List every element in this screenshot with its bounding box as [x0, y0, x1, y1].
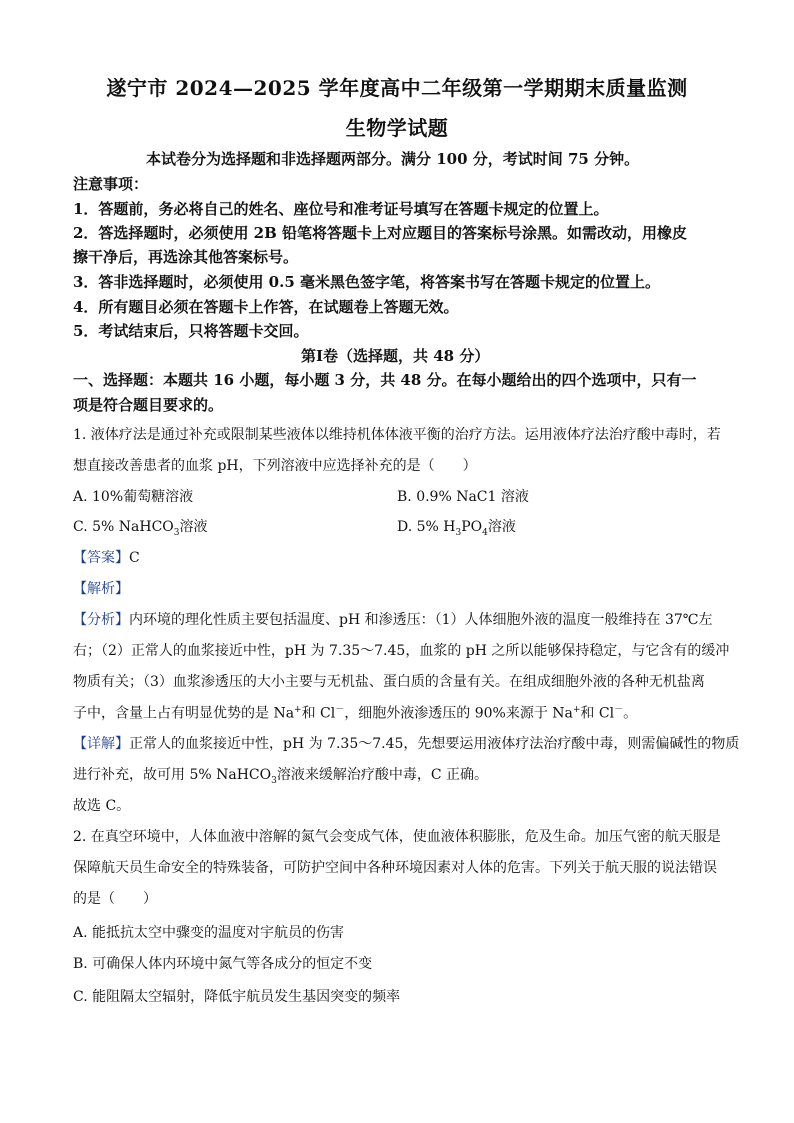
notice-item: 5．考试结束后，只将答题卡交回。: [73, 322, 309, 340]
question-1-stem: 想直接改善患者的血浆 pH，下列溶液中应选择补充的是（ ）: [73, 458, 477, 474]
notice-item: 4．所有题目必须在答题卡上作答，在试题卷上答题无效。: [73, 298, 459, 316]
subject-title: 生物学试题: [345, 116, 449, 140]
conclusion: 故选 C。: [73, 798, 131, 814]
analysis-line: 子中，含量上占有明显优势的是 Na+和 Cl－，细胞外液渗透压的 90%来源于 Na+和 Cl－。: [73, 705, 638, 722]
section-title: 第Ⅰ卷（选择题，共 48 分）: [301, 347, 490, 365]
analysis-tag: 【解析】: [73, 581, 129, 597]
question-1-option-c: C. 5% NaHCO$_3$溶液: [73, 519, 208, 538]
question-2-stem: 保障航天员生命安全的特殊装备，可防护空间中各种环境因素对人体的危害。下列关于航天服的说法错误: [73, 860, 717, 876]
section-instruction: 项是符合题目要求的。: [73, 396, 224, 414]
question-2-option-b: B. 可确保人体内环境中氮气等各成分的恒定不变: [73, 956, 373, 972]
exam-title: 遂宁市 2024—2025 学年度高中二年级第一学期期末质量监测: [106, 76, 688, 100]
question-2-option-a: A. 能抵抗太空中骤变的温度对宇航员的伤害: [73, 925, 345, 941]
section-instruction: 一、选择题：本题共 16 小题，每小题 3 分，共 48 分。在每小题给出的四个选项中，只有一: [73, 371, 697, 389]
question-1-option-a: A. 10%葡萄糖溶液: [73, 489, 194, 505]
detail-line: 进行补充，故可用 5% NaHCO$_3$溶液来缓解治疗酸中毒，C 正确。: [73, 767, 489, 786]
question-2-stem: 2. 在真空环境中，人体血液中溶解的氮气会变成气体，使血液体积膨胀，危及生命。加压气密的航天服是: [73, 829, 721, 845]
fenxi-tag: 【分析】: [73, 612, 129, 628]
notice-item: 1．答题前，务必将自己的姓名、座位号和准考证号填写在答题卡规定的位置上。: [73, 200, 609, 218]
question-1-stem: 1. 液体疗法是通过补充或限制某些液体以维持机体体液平衡的治疗方法。运用液体疗法治疗酸中毒时，若: [73, 427, 721, 443]
question-1-answer: [73, 547, 140, 567]
analysis-paragraph: 【分析】内环境的理化性质主要包括温度、pH 和渗透压：（1）人体细胞外液的温度一般维持在 37℃左: [73, 612, 713, 628]
question-1-option-b: B. 0.9% NaC1 溶液: [397, 489, 529, 505]
notice-item: 2．答选择题时，必须使用 2B 铅笔将答题卡上对应题目的答案标号涂黑。如需改动，用橡皮: [73, 224, 688, 242]
question-2-stem: 的是（ ）: [73, 891, 157, 907]
answer-tag: 【答案】: [73, 550, 129, 566]
xiangjie-tag: 【详解】: [73, 736, 129, 752]
analysis-line: 右；（2）正常人的血浆接近中性，pH 为 7.35～7.45，血浆的 pH 之所以能够保持稳定，与它含有的缓冲: [73, 643, 730, 659]
notice-item: 3．答非选择题时，必须使用 0.5 毫米黑色签字笔，将答案书写在答题卡规定的位置上。: [73, 273, 660, 291]
exam-intro: 本试卷分为选择题和非选择题两部分。满分 100 分，考试时间 75 分钟。: [146, 150, 640, 168]
notice-heading: 注意事项：: [73, 175, 149, 193]
question-2-option-c: C. 能阻隔太空辐射，降低宇航员发生基因突变的频率: [73, 989, 401, 1005]
question-1-option-d: D. 5% $H_3PO_4$溶液: [397, 519, 516, 538]
notice-item: 擦干净后，再选涂其他答案标号。: [73, 248, 299, 266]
detail-paragraph: 【详解】正常人的血浆接近中性，pH 为 7.35～7.45，先想要运用液体疗法治疗酸中毒，则需偏碱性的物质: [73, 736, 740, 752]
analysis-line: 物质有关；（3）血浆渗透压的大小主要与无机盐、蛋白质的含量有关。在组成细胞外液的各种无机盐离: [73, 674, 705, 690]
answer-value: C: [129, 550, 140, 566]
